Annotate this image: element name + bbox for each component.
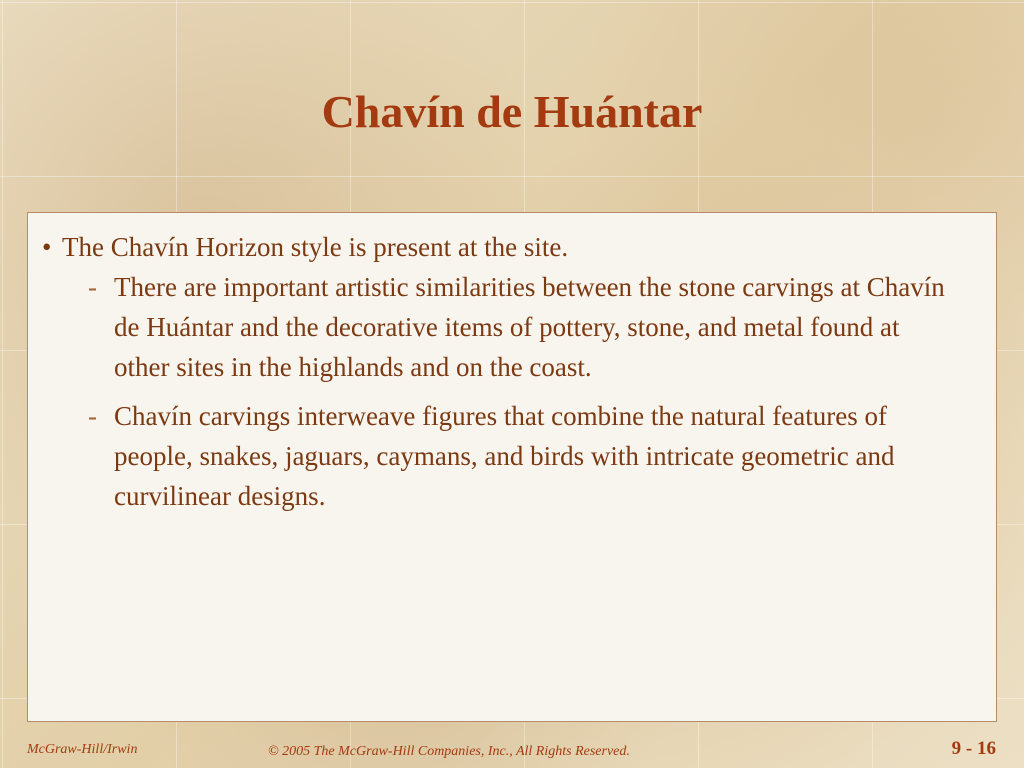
footer-publisher: McGraw-Hill/Irwin (27, 742, 138, 757)
sub-bullet-item (88, 267, 956, 387)
sub-bullet-text: Chavín carvings interweave figures that combine the natural features of people, snakes, jaguars, caymans, and birds with intricate geometric and curvilinear designs. (114, 401, 895, 511)
bullet-list (42, 227, 956, 516)
footer-copyright: © 2005 The McGraw-Hill Companies, Inc., All Rights Reserved. (268, 744, 630, 759)
sub-bullet-list (42, 267, 956, 516)
content-box (27, 212, 997, 722)
sub-bullet-item (88, 396, 956, 516)
slide-title: Chavín de Huántar (321, 86, 703, 137)
bullet-row (42, 227, 956, 267)
bullet-text: The Chavín Horizon style is present at the site. (62, 232, 569, 262)
footer-page-number: 9 - 16 (951, 738, 996, 759)
sub-bullet-text: There are important artistic similarities between the stone carvings at Chavín de Huántar and the decorative items of pottery, stone, and metal found at other sites in the highlands and on the coast. (114, 272, 945, 382)
sub-bullet-marker: - (88, 272, 97, 302)
bullet-marker: • (42, 232, 52, 262)
sub-bullet-marker: - (88, 401, 97, 431)
bullet-item (42, 227, 956, 516)
